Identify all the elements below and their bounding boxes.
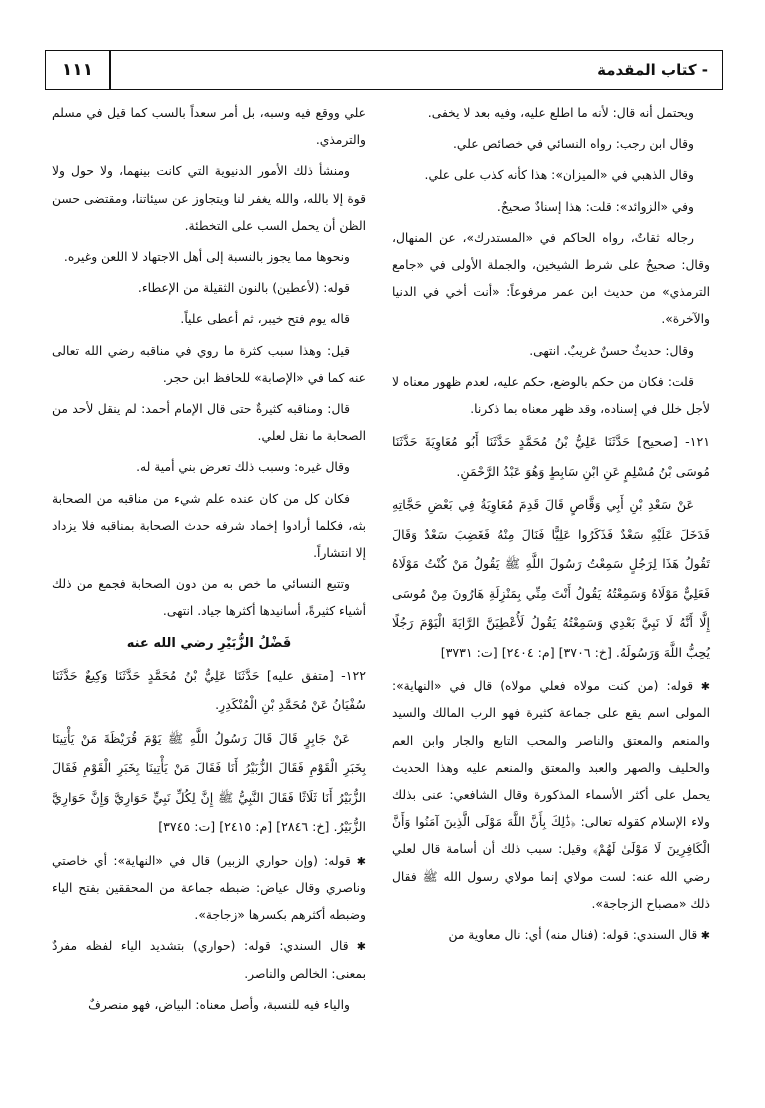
paragraph: ويحتمل أنه قال: لأنه ما اطلع عليه، وفيه بعد لا يخفى. — [427, 106, 694, 120]
paragraph: وفي «الزوائد»: قلت: هذا إسنادٌ صحيحٌ. — [496, 199, 694, 214]
paragraph: قاله يوم فتح خيبر، ثم أعطى علياً. — [180, 312, 350, 327]
paragraph: قوله: (لأعطين) بالنون الثقيلة من الإعطاء. — [137, 281, 350, 296]
paragraph: وقال غيره: وسبب ذلك تعرض بني أمية له. — [136, 460, 350, 475]
asterisk-icon: ✱ — [350, 854, 366, 868]
footnote-text: قوله: (من كنت مولاه فعلي مولاه) قال في «النهاية»: المولى اسم يقع على جماعة كثيرة فهو الرب المالك والسيد والمنعم والمعتق والناصر والمحب التابع والجار وابن العم والحليف والصهر والعبد والمعتق والمنعم عليه وهذا الحديث يحمل على أكثر الأسماء المذكورة وقال الشافعي: عنى بذلك ولاء الإسلام كقوله تعالى: ﴿ذَٰلِكَ بِأَنَّ اللَّهَ مَوْلَى الَّذِينَ آمَنُوا وَأَنَّ الْكَافِرِينَ لَا مَوْلَىٰ لَهُمْ﴾ وقيل: سبب ذلك أن أسامة قال لعلي رضي الله عنه: لست مولاي إنما مولاي رسول الله ﷺ فقال ذلك «مصباح الزجاجة». — [392, 679, 710, 911]
hadith-isnad-122: ١٢٢- [متفق عليه] حَدَّثَنَا عَلِيُّ بْنُ مُحَمَّدٍ حَدَّثَنَا وَكِيعٌ حَدَّثَنَا سُفْيَانُ عَنْ مُحَمَّدِ بْنِ الْمُنْكَدِرِ. — [52, 667, 366, 713]
header-divider — [109, 51, 111, 89]
paragraph: وقال ابن رجب: رواه النسائي في خصائص علي. — [452, 137, 694, 152]
paragraph: والياء فيه للنسبة، وأصل معناه: البياض، فهو منصرفٌ — [88, 997, 350, 1012]
footnote — [392, 922, 710, 949]
paragraph: وقال الذهبي في «الميزان»: هذا كأنه كذب على علي. — [424, 168, 694, 183]
hadith-matn: عَنْ سَعْدِ بْنِ أَبِي وَقَّاصٍ قَالَ قَدِمَ مُعَاوِيَةُ فِي بَعْضِ حَجَّاتِهِ فَدَخَلَ عَلَيْهِ سَعْدٌ فَذَكَرُوا عَلِيًّا فَنَالَ مِنْهُ فَغَضِبَ سَعْدٌ وَقَالَ تَقُولُ هَذَا لِرَجُلٍ سَمِعْتُ رَسُولَ اللَّهِ ﷺ يَقُولُ مَنْ كُنْتُ مَوْلَاهُ فَعَلِيٌّ مَوْلَاهُ وَسَمِعْتُهُ يَقُولُ أَنْتَ مِنِّي بِمَنْزِلَةِ هَارُونَ مِنْ مُوسَى إِلَّا أَنَّهُ لَا نَبِيَّ بَعْدِي وَسَمِعْتُهُ يَقُولُ لَأُعْطِيَنَّ الرَّايَةَ الْيَوْمَ رَجُلًا يُحِبُّ اللَّهَ وَرَسُولَهُ. — [392, 497, 710, 660]
asterisk-icon: ✱ — [693, 680, 710, 694]
paragraph: وتتبع النسائي ما خص به من دون الصحابة فجمع من ذلك أشياء كثيرةً، أسانيدها أكثرها جياد. انتهى. — [52, 577, 366, 619]
page-number: ١١١ — [61, 60, 94, 80]
paragraph: رجاله ثقاتٌ، رواه الحاكم في «المستدرك»، عن المنهال، وقال: صحيحٌ على شرط الشيخين، والجملة الأولى في «جامع الترمذي» من حديث ابن عمر مرفوعاً: «أنت أخي في الدنيا والآخرة». — [392, 230, 710, 327]
footnote-text: قال السندي: قوله: (حواري) بتشديد الياء لفظه مفردٌ بمعنى: الخالص والناصر. — [52, 939, 366, 981]
right-column — [392, 100, 710, 953]
footnote — [392, 673, 710, 918]
paragraph: فكان كل من كان عنده علم شيء من مناقبه من الصحابة بثه، فكلما أرادوا إخماد شرفه حدث الصحابة بمناقبه فلا يزداد إلا انتشاراً. — [52, 491, 366, 561]
footnote-text: قال السندي: قوله: (فنال منه) أي: نال معاوية من — [448, 928, 698, 943]
paragraph: ومنشأ ذلك الأمور الدنيوية التي كانت بينهما، ولا حول ولا قوة إلا بالله، والله يغفر لنا ويتجاوز عن سيئاتنا، ومقتضى حسن الظن أن يحمل السب على التخطئة. — [52, 164, 366, 233]
hadith-matn: عَنْ جَابِرٍ قَالَ قَالَ رَسُولُ اللَّهِ ﷺ يَوْمَ قُرَيْظَةَ مَنْ يَأْتِينَا بِخَبَرِ الْقَوْمِ فَقَالَ الزُّبَيْرُ أَنَا فَقَالَ مَنْ يَأْتِينَا بِخَبَرِ الْقَوْمِ فَقَالَ الزُّبَيْرُ أَنَا ثَلَاثًا فَقَالَ النَّبِيُّ ﷺ إِنَّ لِكُلِّ نَبِيٍّ حَوَارِيَّ وَإِنَّ حَوَارِيَّ الزُّبَيْرُ. — [52, 730, 366, 835]
hadith-text-121 — [392, 490, 710, 667]
hadith-text-122 — [52, 724, 366, 842]
hadith-references: [خ: ٣٧٠٦] [م: ٢٤٠٤] [ت: ٣٧٣١] — [440, 644, 612, 660]
asterisk-icon: ✱ — [697, 929, 710, 943]
paragraph: قال: ومناقبه كثيرةٌ حتى قال الإمام أحمد: لم ينقل لأحد من الصحابة ما نقل لعلي. — [52, 402, 366, 444]
section-heading: فَضْلُ الزُّبَيْرِ رضي الله عنه — [126, 635, 292, 651]
footnote-text: قوله: (وإن حواري الزبير) قال في «النهاية»: أي خاصتي وناصري وقال عياض: ضبطه جماعة من المحققين بفتح الياء وضبطه أكثرهم بكسرها «زجاجة». — [52, 853, 366, 923]
paragraph: ونحوها مما يجوز بالنسبة إلى أهل الاجتهاد لا اللعن وغيره. — [63, 250, 350, 265]
hadith-references: [خ: ٢٨٤٦] [م: ٢٤١٥] [ت: ٣٧٤٥] — [158, 819, 330, 835]
footnote — [52, 848, 366, 930]
left-column — [52, 100, 366, 1023]
page-header — [45, 50, 723, 90]
paragraph: قلت: فكان من حكم بالوضع، حكم عليه، لعدم ظهور معناه لا لأجل خلل في إسناده، وقد ظهر معناه بما ذكرنا. — [392, 374, 710, 417]
paragraph: وقال: حديثٌ حسنٌ غريبٌ. انتهى. — [529, 343, 694, 358]
asterisk-icon: ✱ — [348, 940, 366, 954]
chapter-title: - كتاب المقدمة — [597, 61, 708, 79]
hadith-isnad-121: ١٢١- [صحيح] حَدَّثَنَا عَلِيُّ بْنُ مُحَمَّدٍ حَدَّثَنَا أَبُو مُعَاوِيَةَ حَدَّثَنَا مُوسَى بْنُ مُسْلِمٍ عَنِ ابْنِ سَابِطٍ وَهُوَ عَبْدُ الرَّحْمَنِ. — [392, 434, 710, 479]
paragraph: علي ووقع فيه وسبه، بل أمر سعداً بالسب كما قيل في مسلم والترمذي. — [52, 106, 366, 148]
footnote — [52, 933, 366, 987]
paragraph: قيل: وهذا سبب كثرة ما روي في مناقبه رضي الله تعالى عنه كما في «الإصابة» للحافظ ابن حجر. — [52, 343, 366, 385]
